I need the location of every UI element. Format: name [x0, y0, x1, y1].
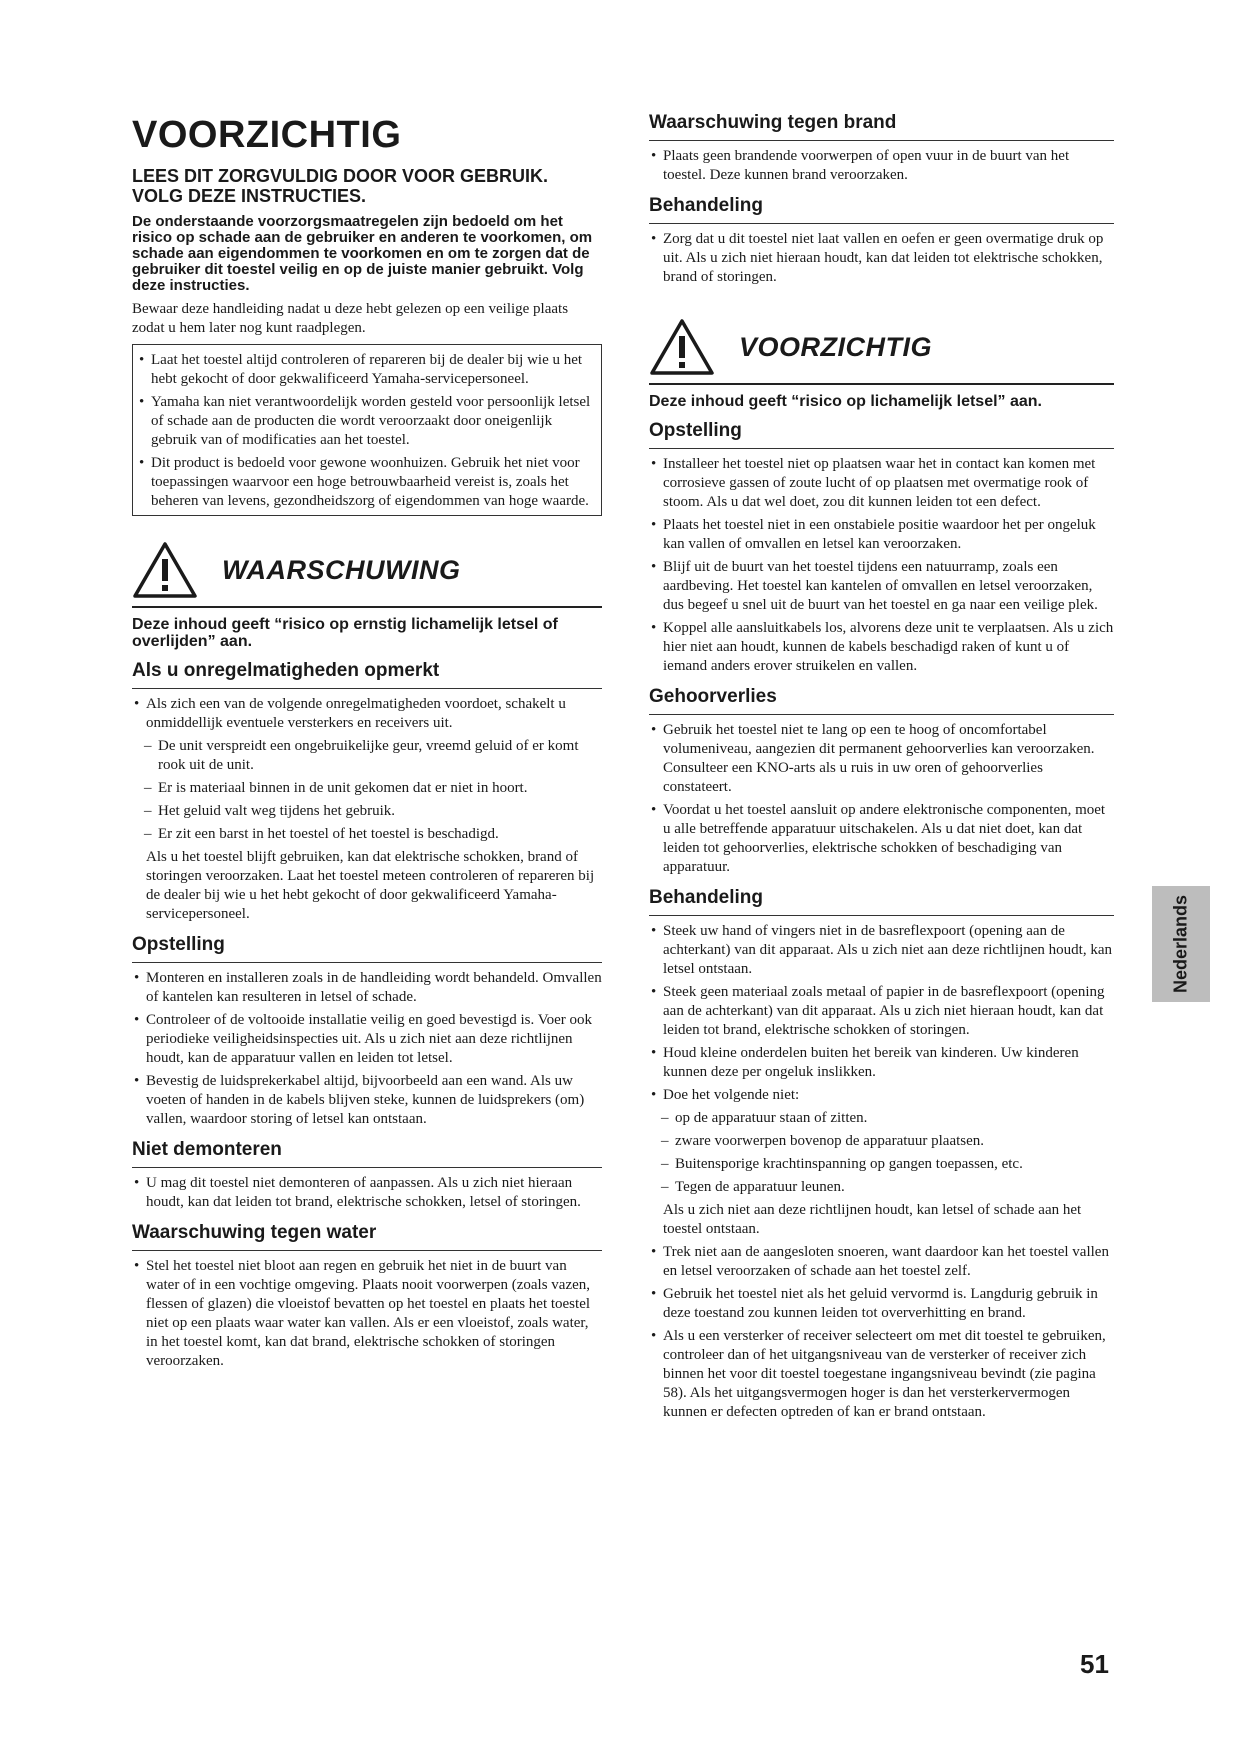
lead-heading: LEES DIT ZORGVULDIG DOOR VOOR GEBRUIK. VOLG DEZE INSTRUCTIES. — [132, 166, 549, 206]
section-heading: Opstelling — [132, 934, 602, 963]
list-item: • Blijf uit de buurt van het toestel tijdens een natuurramp, zoals een aardbeving. Het toestel kan kantelen of omvallen en letsel veroorzaken, dus begeef u snel uit de buurt van het toestel en ga naar een veilige plek. — [651, 559, 1098, 613]
caution-subtitle: Deze inhoud geeft “risico op lichamelijk letsel” aan. — [649, 393, 1042, 410]
notice-box — [132, 344, 602, 516]
list-item: • Als zich een van de volgende onregelmatigheden voordoet, schakelt u onmiddellijk eventuele versterkers en receivers uit. — [134, 696, 566, 731]
dash-item: – Er zit een barst in het toestel of het toestel is beschadigd. — [144, 826, 499, 842]
section-heading: Niet demonteren — [132, 1139, 602, 1168]
list-item: • Gebruik het toestel niet als het geluid vervormd is. Langdurig gebruik in deze toestand zou kunnen leiden tot oververhitting en brand. — [651, 1286, 1098, 1321]
paragraph: Als u het toestel blijft gebruiken, kan dat elektrische schokken, brand of storingen veroorzaken. Laat het toestel meteen controleren of repareren bij de dealer bij wie u het hebt gekocht of door gekwalificeerd Yamaha-servicepersoneel. — [146, 849, 595, 922]
dash-item: – Tegen de apparatuur leunen. — [661, 1179, 845, 1195]
lead-text: Bewaar deze handleiding nadat u deze hebt gelezen op een veilige plaats zodat u hem later nog kunt raadplegen. — [132, 301, 569, 336]
warning-divider — [132, 606, 602, 608]
page-number: 51 — [1080, 1649, 1109, 1679]
list-item: • Houd kleine onderdelen buiten het bereik van kinderen. Uw kinderen kunnen deze per ongeluk inslikken. — [651, 1045, 1079, 1080]
box-item: • Yamaha kan niet verantwoordelijk worden gesteld voor persoonlijk letsel of schade aan de producten die wordt veroorzaakt door oneigenlijk gebruik van of modificaties aan het toestel. — [139, 394, 591, 448]
dash-item: – Het geluid valt weg tijdens het gebruik. — [144, 803, 396, 819]
list-item: • Als u een versterker of receiver selecteert om met dit toestel te gebruiken, controleer dan of het uitgangsniveau van de versterker of receiver zich binnen het voor dit toestel toegestane ingangsniveau bevindt (zie pagina 58). Als het uitgangsvermogen hoger is dan het versterkervermogen kunnen er defecten optreden of kan er brand ontstaan. — [651, 1328, 1106, 1420]
lead-bold-text: De onderstaande voorzorgsmaatregelen zijn bedoeld om het risico op schade aan de gebruiker en anderen te voorkomen, om schade aan eigendommen te voorkomen en om te zorgen dat de gebruiker dit toestel veilig en op de juiste manier gebruikt. Volg deze instructies. — [132, 213, 593, 294]
warning-triangle-icon — [649, 318, 715, 376]
paragraph: Als u zich niet aan deze richtlijnen houdt, kan letsel of schade aan het toestel ontstaan. — [663, 1202, 1082, 1237]
list-item: • Gebruik het toestel niet te lang op een te hoog of oncomfortabel volumeniveau, aangezien dit permanent gehoorverlies kan veroorzaken. Consulteer een KNO-arts als u ruis in uw oren of gehoorverlies constateert. — [651, 722, 1095, 795]
list-item: • Plaats geen brandende voorwerpen of open vuur in de buurt van het toestel. Deze kunnen brand veroorzaken. — [651, 148, 1070, 183]
language-tab — [1152, 886, 1210, 1002]
section-heading: Waarschuwing tegen water — [132, 1222, 602, 1251]
dash-item: – De unit verspreidt een ongebruikelijke geur, vreemd geluid of er komt rook uit de unit. — [144, 738, 579, 773]
list-item: • Voordat u het toestel aansluit op andere elektronische componenten, moet u alle betreffende apparatuur uitschakelen. Als u dat niet doet, kan dat leiden tot gehoorverlies, elektrische schokken of beschadiging van apparatuur. — [651, 802, 1106, 875]
section-heading: Behandeling — [649, 195, 1114, 224]
dash-item: – zware voorwerpen bovenop de apparatuur plaatsen. — [661, 1133, 985, 1149]
list-item: • Steek uw hand of vingers niet in de basreflexpoort (opening aan de achterkant) van dit apparaat. Als u zich niet aan deze richtlijnen houdt, kan letsel ontstaan. — [651, 923, 1112, 977]
list-item: • Trek niet aan de aangesloten snoeren, want daardoor kan het toestel vallen en letsel veroorzaken of schade aan het toestel zelf. — [651, 1244, 1109, 1279]
section-heading: Behandeling — [649, 887, 1114, 916]
caution-banner — [649, 317, 1114, 377]
list-item: • Monteren en installeren zoals in de handleiding wordt behandeld. Omvallen of kantelen kan resulteren in letsel of schade. — [134, 970, 602, 1005]
section-heading: Waarschuwing tegen brand — [649, 112, 1114, 141]
list-item: • Zorg dat u dit toestel niet laat vallen en oefen er geen overmatige druk op uit. Als u zich niet hieraan houdt, kan dat leiden tot elektrische schokken, brand of storingen. — [651, 231, 1104, 285]
list-item: • Controleer of de voltooide installatie veilig en goed bevestigd is. Voer ook periodieke veiligheidsinspecties uit. Als u zich niet aan deze richtlijnen houdt, kan de apparatuur vallen en leiden tot letsel. — [134, 1012, 593, 1066]
page-title: VOORZICHTIG — [132, 114, 402, 156]
box-item: • Laat het toestel altijd controleren of repareren bij de dealer bij wie u het hebt gekocht of door gekwalificeerd Yamaha-servicepersoneel. — [139, 352, 583, 387]
section-heading: Als u onregelmatigheden opmerkt — [132, 660, 602, 689]
list-item: • Plaats het toestel niet in een onstabiele positie waardoor het per ongeluk kan vallen of omvallen en letsel kan veroorzaken. — [651, 517, 1096, 552]
dash-item: – Buitensporige krachtinspanning op gangen toepassen, etc. — [661, 1156, 1023, 1172]
dash-item: – op de apparatuur staan of zitten. — [661, 1110, 868, 1126]
caution-divider — [649, 383, 1114, 385]
right-column — [649, 112, 1114, 1422]
dash-item: – Er is materiaal binnen in de unit gekomen dat er niet in hoort. — [144, 780, 528, 796]
caution-label: VOORZICHTIG — [739, 331, 932, 362]
list-item: • Doe het volgende niet: — [651, 1087, 800, 1103]
list-item: • Steek geen materiaal zoals metaal of papier in de basreflexpoort (opening aan de achterkant) van dit apparaat. Als u zich niet hieraan houdt, kan dat leiden tot brand, elektrische schokken of storingen. — [651, 984, 1105, 1038]
list-item: • Stel het toestel niet bloot aan regen en gebruik het niet in de buurt van water of in een vochtige omgeving. Plaats nooit voorwerpen (zoals vazen, flessen of glazen) die vloeistof bevatten op het toestel en plaats het toestel niet op een plaats waar water kan vallen. Als er een vloeistof, zoals water, in het toestel komt, kan dat brand, elektrische schokken of storingen veroorzaken. — [134, 1258, 591, 1369]
warning-banner — [132, 540, 602, 600]
list-item: • Bevestig de luidsprekerkabel altijd, bijvoorbeeld aan een wand. Als uw voeten of handen in de kabels blijven steke, kunnen de luidsprekers (om) vallen, waardoor storing of letsel kan ontstaan. — [134, 1073, 585, 1127]
list-item: • Koppel alle aansluitkabels los, alvorens deze unit te verplaatsen. Als u zich hier niet aan houdt, kunnen de kabels beschadigd raken of kunt u of iemand anders erover struikelen en vallen. — [651, 620, 1114, 674]
box-item: • Dit product is bedoeld voor gewone woonhuizen. Gebruik het niet voor toepassingen waarvoor een hoge betrouwbaarheid vereist is, zoals het beheren van levens, gezondheidszorg of eigendommen van hoge waarde. — [139, 455, 589, 509]
list-item: • U mag dit toestel niet demonteren of aanpassen. Als u zich niet hieraan houdt, kan dat leiden tot brand, elektrische schokken, letsel of storingen. — [134, 1175, 581, 1210]
list-item: • Installeer het toestel niet op plaatsen waar het in contact kan komen met corrosieve gassen of zoute lucht of op plaatsen met overmatige rook of stoom. Als u dat wel doet, zou dit kunnen leiden tot een defect. — [651, 456, 1096, 510]
warning-subtitle: Deze inhoud geeft “risico op ernstig lichamelijk letsel of overlijden” aan. — [132, 616, 558, 650]
section-heading: Gehoorverlies — [649, 686, 1114, 715]
warning-label: WAARSCHUWING — [222, 554, 461, 585]
language-tab-label: Nederlands — [1170, 894, 1191, 994]
left-column — [132, 112, 602, 1371]
warning-triangle-icon — [132, 541, 198, 599]
section-heading: Opstelling — [649, 420, 1114, 449]
